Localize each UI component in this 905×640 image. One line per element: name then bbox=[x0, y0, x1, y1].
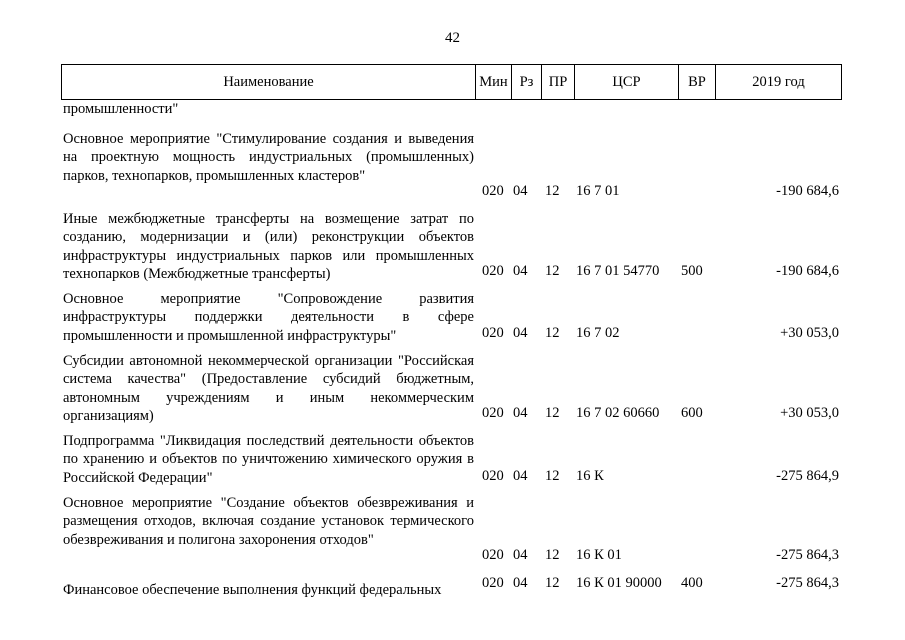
cell-pr: 12 bbox=[545, 405, 560, 421]
cell-rz: 04 bbox=[513, 263, 528, 279]
table-row-name: Основное мероприятие "Создание объектов обезвреживания и размещения отходов, включая создание установок термического обезвреживания и полигона захоронения отходов" bbox=[63, 495, 474, 548]
cell-csr: 16 7 02 60660 bbox=[576, 405, 660, 421]
cell-pr: 12 bbox=[545, 547, 560, 563]
header-min: Мин bbox=[475, 65, 511, 99]
cell-min: 020 bbox=[482, 183, 504, 199]
header-year: 2019 год bbox=[715, 65, 841, 99]
header-vr: ВР bbox=[678, 65, 715, 99]
table-row-name: промышленности" bbox=[63, 101, 179, 117]
table-row-name: Субсидии автономной некоммерческой организации "Российская система качества" (Предоставление субсидий бюджетным, автономным учреждениям и иным некоммерческим организациям) bbox=[63, 353, 474, 425]
table-row-name: Основное мероприятие "Стимулирование создания и выведения на проектную мощность индустриальных (промышленных) парков, технопарков, промышленных кластеров" bbox=[63, 131, 474, 184]
cell-csr: 16 К bbox=[576, 468, 604, 484]
cell-rz: 04 bbox=[513, 183, 528, 199]
cell-csr: 16 К 01 90000 bbox=[576, 575, 662, 591]
cell-amount: -190 684,6 bbox=[776, 263, 839, 279]
cell-rz: 04 bbox=[513, 575, 528, 591]
header-name: Наименование bbox=[223, 74, 314, 90]
cell-min: 020 bbox=[482, 405, 504, 421]
cell-rz: 04 bbox=[513, 547, 528, 563]
cell-min: 020 bbox=[482, 547, 504, 563]
table-row-name: Подпрограмма "Ликвидация последствий деятельности объектов по хранению и объектов по уничтожению химического оружия в Российской Федерации" bbox=[63, 433, 474, 486]
header-rz: Рз bbox=[511, 65, 541, 99]
cell-rz: 04 bbox=[513, 405, 528, 421]
cell-vr: 500 bbox=[681, 263, 703, 279]
cell-min: 020 bbox=[482, 575, 504, 591]
cell-pr: 12 bbox=[545, 468, 560, 484]
page-number: 42 bbox=[445, 30, 460, 46]
header-csr: ЦСР bbox=[574, 65, 678, 99]
cell-pr: 12 bbox=[545, 183, 560, 199]
cell-pr: 12 bbox=[545, 575, 560, 591]
cell-amount: -275 864,9 bbox=[776, 468, 839, 484]
cell-min: 020 bbox=[482, 263, 504, 279]
table-header bbox=[61, 64, 842, 100]
cell-csr: 16 7 01 bbox=[576, 183, 620, 199]
cell-amount: +30 053,0 bbox=[780, 405, 839, 421]
cell-pr: 12 bbox=[545, 263, 560, 279]
table-row-name: Иные межбюджетные трансферты на возмещение затрат по созданию, модернизации и (или) реконструкции объектов инфраструктуры индустриальных парков или промышленных технопарков (Межбюджетные трансферты) bbox=[63, 211, 474, 283]
cell-vr: 400 bbox=[681, 575, 703, 591]
cell-amount: -275 864,3 bbox=[776, 547, 839, 563]
cell-min: 020 bbox=[482, 468, 504, 484]
cell-amount: -275 864,3 bbox=[776, 575, 839, 591]
table-row-name: Финансовое обеспечение выполнения функций федеральных bbox=[63, 582, 442, 598]
cell-csr: 16 7 01 54770 bbox=[576, 263, 660, 279]
cell-vr: 600 bbox=[681, 405, 703, 421]
cell-rz: 04 bbox=[513, 325, 528, 341]
cell-pr: 12 bbox=[545, 325, 560, 341]
cell-amount: -190 684,6 bbox=[776, 183, 839, 199]
cell-amount: +30 053,0 bbox=[780, 325, 839, 341]
cell-csr: 16 К 01 bbox=[576, 547, 622, 563]
header-pr: ПР bbox=[541, 65, 574, 99]
cell-csr: 16 7 02 bbox=[576, 325, 620, 341]
table-row-name: Основное мероприятие "Сопровождение развития инфраструктуры поддержки деятельности в сфере промышленности и промышленной инфраструктуры" bbox=[63, 291, 474, 344]
cell-rz: 04 bbox=[513, 468, 528, 484]
cell-min: 020 bbox=[482, 325, 504, 341]
